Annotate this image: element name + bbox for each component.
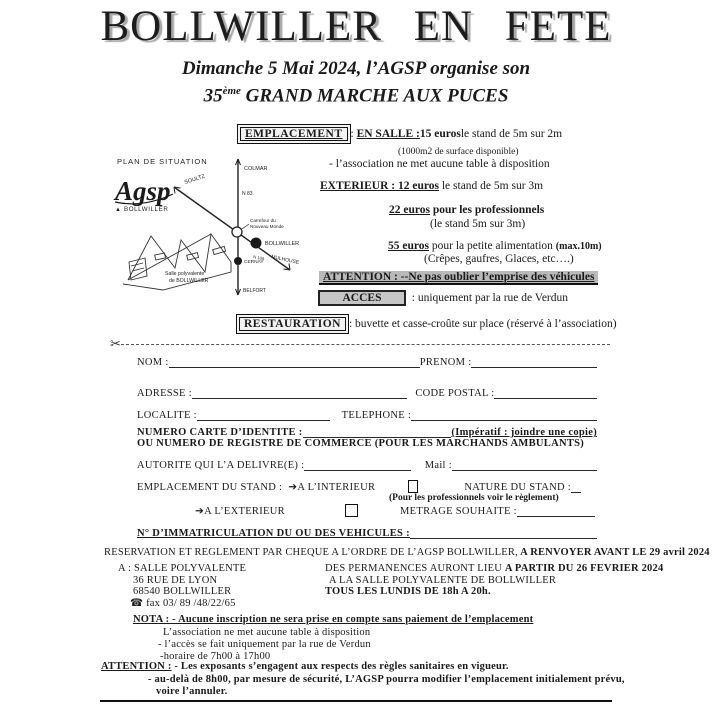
permanences-line2: A LA SALLE POLYVALENTE DE BOLLWILLER [329, 574, 557, 586]
emplacement-box: EMPLACEMENT [237, 124, 351, 144]
plate-row [137, 526, 597, 539]
attention-label: ATTENTION : [101, 661, 172, 672]
stand-exterior-row [195, 504, 597, 517]
exterieur-option: ➔A L’EXTERIEUR [195, 506, 285, 517]
bollwiller-dot [251, 238, 262, 249]
emplacement-row: EMPLACEMENT : EN SALLE : 15 euros le stand de 5m sur 2m [237, 124, 562, 144]
phone-icon: ☎ [130, 597, 144, 609]
address-row [137, 386, 597, 399]
subtitle-line2: 35ème GRAND MARCHE AUX PUCES [203, 85, 509, 107]
autorite-label: AUTORITE QUI L’A DELIVRE(E) : [137, 460, 305, 471]
nota-label: NOTA : [133, 614, 170, 625]
carte-identite-field[interactable] [303, 425, 452, 438]
map-title: PLAN DE SITUATION [117, 157, 208, 166]
autorite-field[interactable] [304, 458, 410, 471]
localite-field[interactable] [197, 408, 330, 421]
cernay-dot [234, 257, 242, 265]
map-label-bollwiller: BOLLWILLER [265, 241, 300, 247]
address-line1: A : SALLE POLYVALENTE [118, 563, 247, 574]
adresse-field[interactable] [192, 386, 407, 399]
mail-label: Mail : [424, 460, 452, 471]
restauration-row: RESTAURATION : buvette et casse-croûte sur place (réservé à l’association) [236, 314, 617, 334]
map-label-colmar: COLMAR [244, 166, 268, 172]
reservation-line: RESERVATION ET REGLEMENT PAR CHEQUE A L’ORDRE DE L’AGSP BOLLWILLER, A RENVOYER AVANT LE 29 avril 2024 [104, 547, 710, 558]
acces-box: ACCES [318, 290, 406, 306]
map-label-carrefour2: Nouveau Monde [250, 224, 284, 229]
permanences-line1: DES PERMANENCES AURONT LIEU A PARTIR DU 26 FEVRIER 2024 [325, 563, 664, 574]
exterieur-checkbox[interactable] [345, 504, 358, 517]
en-salle-note2: - l’association ne met aucune table à disposition [329, 158, 550, 170]
arrow-icon: ➔ [195, 506, 205, 517]
localite-label: LOCALITE : [137, 410, 197, 421]
map-label-mulhouse: MULHOUSE [270, 254, 300, 266]
situation-map [103, 150, 318, 308]
subtitle-line1: Dimanche 5 Mai 2024, l’AGSP organise son [181, 58, 531, 79]
attention-strip: ATTENTION : --Ne pas oublier l’emprise des véhicules [319, 271, 598, 285]
authority-row [137, 458, 597, 471]
city-row [137, 408, 597, 421]
telephone-field[interactable] [411, 408, 597, 421]
logo-triangle-icon: ▲ [115, 207, 121, 213]
permanences-line3: TOUS LES LUNDIS DE 18h A 20h. [325, 586, 491, 597]
fax-line: ☎ fax 03/ 89 /48/22/65 [130, 597, 236, 609]
bottom-rule [100, 700, 612, 702]
nota-line3: - l’accès se fait uniquement par la rue de Verdun [158, 639, 371, 650]
acces-row: ACCES : uniquement par la rue de Verdun [318, 290, 568, 306]
food-row: 55 euros pour la petite alimentation (max.10m) [388, 240, 602, 252]
code-postal-field[interactable] [494, 386, 597, 399]
map-label-carrefour1: Carrefour du [250, 218, 276, 223]
emplacement-stand-label: EMPLACEMENT DU STAND : [137, 482, 283, 493]
en-salle-note1: (1000m2 de surface disponible) [398, 147, 519, 157]
agsp-logo: Agsp [115, 176, 171, 206]
interieur-checkbox[interactable] [408, 480, 419, 493]
scissors-icon: ✂ [110, 336, 121, 351]
map-label-salle1: Salle polyvalente [165, 271, 205, 277]
en-salle-label: EN SALLE : [356, 128, 420, 140]
map-label-cernay: CERNAY [244, 260, 264, 265]
attention-line2: - au-delà de 8h00, par mesure de sécurité, L’AGSP pourra modifier l’emplacement initialement prévu, [148, 674, 625, 685]
attention-line3: voire l’annuler. [156, 686, 228, 697]
imperatif-note: (Impératif : joindre une copie) [451, 427, 597, 438]
exterieur-row: EXTERIEUR : 12 euros le stand de 5m sur 3m [320, 180, 544, 192]
code-postal-label: CODE POSTAL : [415, 388, 495, 399]
food-note: (Crêpes, gaufres, Glaces, etc….) [424, 253, 574, 265]
immatriculation-label: N° D’IMMATRICULATION DU OU DES VEHICULES : [137, 528, 410, 539]
address-line2: 36 RUE DE LYON [133, 574, 218, 586]
immatriculation-field[interactable] [410, 526, 597, 539]
mail-field[interactable] [452, 458, 597, 471]
arrow-icon: ➔ [288, 482, 298, 493]
name-row [137, 355, 597, 368]
restauration-box: RESTAURATION [236, 314, 349, 334]
prenom-field[interactable] [471, 355, 597, 368]
registre-row: OU NUMERO DE REGISTRE DE COMMERCE (POUR LES MARCHANDS AMBULANTS) [137, 438, 585, 449]
prenom-label: PRENOM : [419, 357, 472, 368]
page-subtitle [0, 58, 712, 107]
pro-note: (le stand 5m sur 3m) [430, 218, 526, 230]
map-label-salle2: de BOLLWILLER [169, 278, 209, 284]
map-label-belfort: BELFORT [243, 288, 266, 294]
logo-sub: BOLLWILLER [124, 206, 169, 213]
nature-label: NATURE DU STAND : [464, 482, 571, 493]
pro-row: 22 euros pour les professionnels [389, 204, 545, 216]
id-card-row [137, 425, 597, 438]
page-title: BOLLWILLER EN FETE [100, 3, 612, 50]
adresse-label: ADRESSE : [137, 388, 192, 399]
map-label-n83: N 83 [242, 191, 253, 197]
nota-line1: NOTA : - Aucune inscription ne sera prise en compte sans paiement de l’emplacement [133, 614, 534, 625]
address-line3: 68540 BOLLWILLER [133, 586, 232, 597]
permanences-block [325, 563, 663, 598]
telephone-label: TELEPHONE : [341, 410, 412, 421]
nom-label: NOM : [137, 357, 169, 368]
interieur-option: ➔A L’INTERIEUR [288, 482, 376, 493]
map-label-soultz: SOULTZ [183, 173, 206, 186]
nom-field[interactable] [169, 355, 420, 368]
map-label-n109: N 109 [252, 254, 265, 262]
attention-line1: ATTENTION : - Les exposants s’engagent aux respects des règles sanitaires en vigueur. [101, 661, 509, 672]
nature-field[interactable] [571, 480, 581, 493]
metrage-field[interactable] [517, 504, 595, 517]
nature-note: (Pour les professionnels voir le règlement) [389, 493, 559, 503]
metrage-label: METRAGE SOUHAITE : [400, 506, 517, 517]
stand-location-row [137, 480, 597, 493]
carrefour-pointer [242, 224, 249, 229]
carrefour-circle [232, 227, 242, 237]
carte-identite-label: NUMERO CARTE D’IDENTITE : [137, 427, 303, 438]
en-salle-price: 15 euros [419, 128, 461, 140]
cut-line [110, 336, 610, 352]
nota-line4: -horaire de 7h00 à 17h00 [160, 651, 271, 662]
mail-address-block [118, 563, 246, 609]
nota-line2: L’association ne met aucune table à disposition [163, 627, 371, 638]
